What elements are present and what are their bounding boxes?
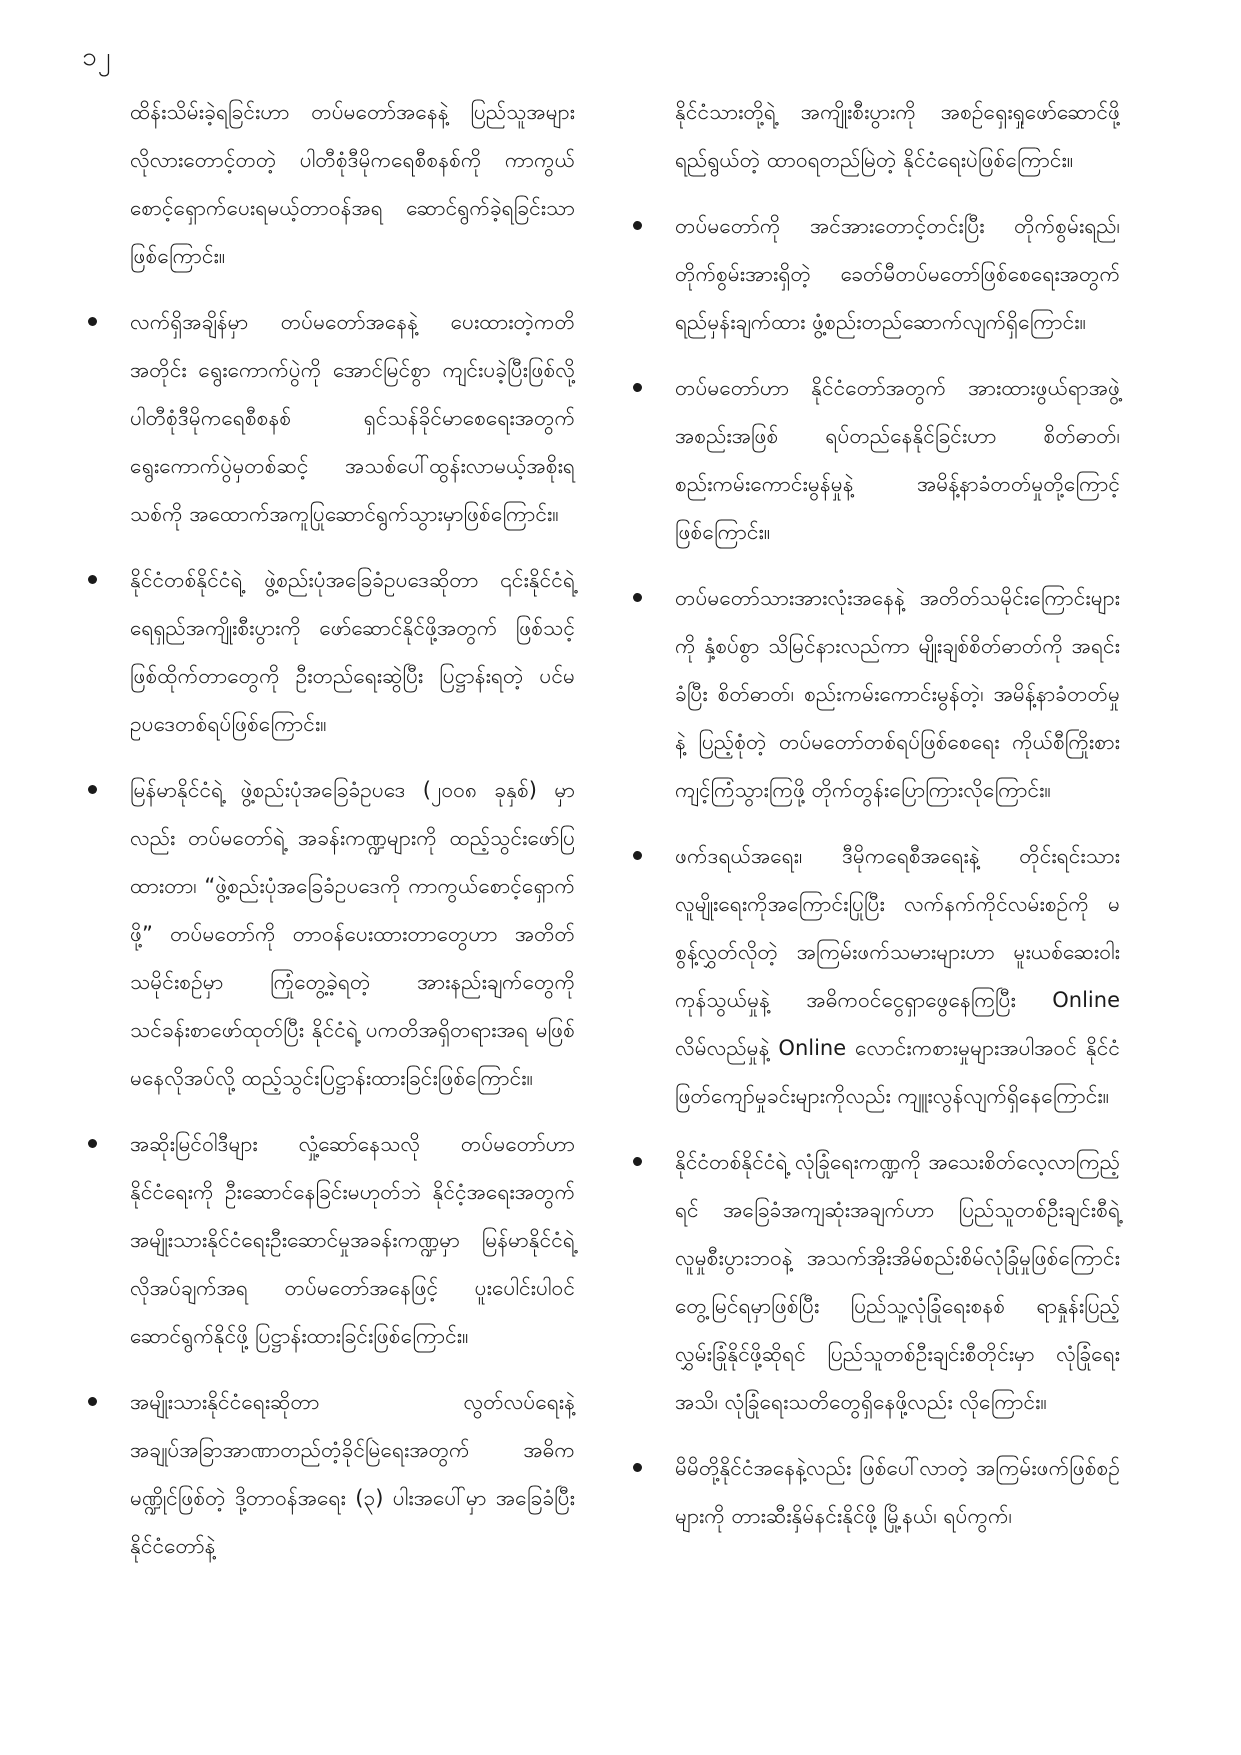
bullet-icon xyxy=(633,1463,642,1472)
bullet-icon xyxy=(88,1139,97,1148)
right-bullet-item xyxy=(640,1444,1120,1540)
right-bullet-text: တပ်မတော်ဟာ နိုင်ငံတော်အတွက် အားထားဖွယ်ရာအဖွဲ့အစည်းအဖြစ် ရပ်တည်နေနိုင်ခြင်းဟာ စိတ်ဓာတ်၊ စည်းကမ်းကောင်းမွန်မှုနဲ့ အမိန့်နာခံတတ်မှုတို့ကြောင့် ဖြစ်ကြောင်း။ xyxy=(675,376,1120,544)
left-column xyxy=(95,88,575,1588)
right-continuation-paragraph: နိုင်ငံသားတို့ရဲ့ အကျိုးစီးပွားကို အစဉ်ရှေးရှုဖော်ဆောင်ဖို့ ရည်ရွယ်တဲ့ ထာဝရတည်မြဲတဲ့ နိုင်ငံရေးပဲဖြစ်ကြောင်း။ xyxy=(675,100,1120,172)
bullet-icon xyxy=(88,1397,97,1406)
right-column xyxy=(640,88,1120,1558)
left-bullet-item xyxy=(95,1120,575,1360)
left-bullet-item xyxy=(95,766,575,1102)
right-bullet-text: တပ်မတော်ကို အင်အားတောင့်တင်းပြီး တိုက်စွမ်းရည်၊ တိုက်စွမ်းအားရှိတဲ့ ခေတ်မီတပ်မတော်ဖြစ်စေရေးအတွက် ရည်မှန်းချက်ထား ဖွံ့စည်းတည်ဆောက်လျက်ရှိကြောင်း။ xyxy=(675,214,1120,334)
bullet-icon xyxy=(88,785,97,794)
bullet-icon xyxy=(633,1157,642,1166)
left-bullet-text: နိုင်ငံတစ်နိုင်ငံရဲ့ ဖွဲ့စည်းပုံအခြေခံဥပဒေဆိုတာ ၎င်းနိုင်ငံရဲ့ ရေရှည်အကျိုးစီးပွားကို ဖော်ဆောင်နိုင်ဖို့အတွက် ဖြစ်သင့်ဖြစ်ထိုက်တာတွေကို ဦးတည်ရေးဆွဲပြီး ပြဋ္ဌာန်းရတဲ့ ပင်မဥပဒေတစ်ရပ်ဖြစ်ကြောင်း။ xyxy=(130,568,575,736)
bullet-icon xyxy=(633,593,642,602)
left-bullet-item xyxy=(95,556,575,748)
right-bullet-item xyxy=(640,832,1120,1120)
right-bullet-text: ဖက်ဒရယ်အရေး၊ ဒီမိုကရေစီအရေးနဲ့ တိုင်းရင်းသားလူမျိုးရေးကိုအကြောင်းပြုပြီး လက်နက်ကိုင်လမ်းစဉ်ကို မစွန့်လွှတ်လိုတဲ့ အကြမ်းဖက်သမားများဟာ မူးယစ်ဆေးဝါးကုန်သွယ်မှုနဲ့ အဓိကဝင်ငွေရှာဖွေနေကြပြီး Online လိမ်လည်မှုနဲ့ Online လောင်းကစားမှုများအပါအဝင် နိုင်ငံဖြတ်ကျော်မှုခင်းများကိုလည်း ကျူးလွန်လျက်ရှိနေကြောင်း။ xyxy=(675,844,1120,1108)
right-bullet-text: နိုင်ငံတစ်နိုင်ငံရဲ့ လုံခြုံရေးကဏ္ဍကို အသေးစိတ်လေ့လာကြည့်ရင် အခြေခံအကျဆုံးအချက်ဟာ ပြည်သူတစ်ဦးချင်းစီရဲ့ လူမှုစီးပွားဘဝနဲ့ အသက်အိုးအိမ်စည်းစိမ်လုံခြုံမှုဖြစ်ကြောင်း တွေ့မြင်ရမှာဖြစ်ပြီး ပြည်သူ့လုံခြုံရေးစနစ် ရာနှုန်းပြည့်လွှမ်းခြုံနိုင်ဖို့ဆိုရင် ပြည်သူတစ်ဦးချင်းစီတိုင်းမှာ လုံခြုံရေးအသိ၊ လုံခြုံရေးသတိတွေရှိနေဖို့လည်း လိုကြောင်း။ xyxy=(675,1150,1120,1414)
right-bullet-text: မိမိတို့နိုင်ငံအနေနဲ့လည်း ဖြစ်ပေါ်လာတဲ့ အကြမ်းဖက်ဖြစ်စဉ်များကို တားဆီးနှိမ်နင်းနိုင်ဖို့ မြို့နယ်၊ ရပ်ကွက်၊ xyxy=(675,1456,1120,1528)
bullet-icon xyxy=(88,575,97,584)
left-bullet-text: လက်ရှိအချိန်မှာ တပ်မတော်အနေနဲ့ ပေးထားတဲ့ကတိအတိုင်း ရွေးကောက်ပွဲကို အောင်မြင်စွာ ကျင်းပခဲ့ပြီးဖြစ်လို့ ပါတီစုံဒီမိုကရေစီစနစ် ရှင်သန်ခိုင်မာစေရေးအတွက် ရွေးကောက်ပွဲမှတစ်ဆင့် အသစ်ပေါ်ထွန်းလာမယ့်အစိုးရသစ်ကို အထောက်အကူပြုဆောင်ရွက်သွားမှာဖြစ်ကြောင်း။ xyxy=(130,310,575,526)
right-bullet-item xyxy=(640,1138,1120,1426)
page-number: ၁၂ xyxy=(82,42,112,72)
left-bullet-text: အမျိုးသားနိုင်ငံရေးဆိုတာ လွတ်လပ်ရေးနဲ့ အချုပ်အခြာအာဏာတည်တံ့ခိုင်မြဲရေးအတွက် အဓိကမဏ္ဍိုင်ဖြစ်တဲ့ ဒို့တာဝန်အရေး (၃) ပါးအပေါ်မှာ အခြေခံပြီး နိုင်ငံတော်နဲ့ xyxy=(130,1390,575,1558)
left-bullet-item xyxy=(95,1378,575,1570)
right-bullet-item xyxy=(640,202,1120,346)
left-bullet-text: မြန်မာနိုင်ငံရဲ့ ဖွဲ့စည်းပုံအခြေခံဥပဒေ (၂၀၀၈ ခုနှစ်) မှာလည်း တပ်မတော်ရဲ့ အခန်းကဏ္ဍများကို ထည့်သွင်းဖော်ပြထားတာ၊ “ဖွဲ့စည်းပုံအခြေခံဥပဒေကို ကာကွယ်စောင့်ရှောက်ဖို့” တပ်မတော်ကို တာဝန်ပေးထားတာတွေဟာ အတိတ်သမိုင်းစဉ်မှာ ကြုံတွေ့ခဲ့ရတဲ့ အားနည်းချက်တွေကို သင်ခန်းစာဖော်ထုတ်ပြီး နိုင်ငံရဲ့ ပကတိအရှိတရားအရ မဖြစ်မနေလိုအပ်လို့ ထည့်သွင်းပြဋ္ဌာန်းထားခြင်းဖြစ်ကြောင်း။ xyxy=(130,778,575,1090)
left-bullet-text: အဆိုးမြင်ဝါဒီများ လှုံ့ဆော်နေသလို တပ်မတော်ဟာ နိုင်ငံရေးကို ဦးဆောင်နေခြင်းမဟုတ်ဘဲ နိုင်ငံ့အရေးအတွက် အမျိုးသားနိုင်ငံရေးဦးဆောင်မှုအခန်းကဏ္ဍမှာ မြန်မာနိုင်ငံရဲ့လိုအပ်ချက်အရ တပ်မတော်အနေဖြင့် ပူးပေါင်းပါဝင်ဆောင်ရွက်နိုင်ဖို့ ပြဋ္ဌာန်းထားခြင်းဖြစ်ကြောင်း။ xyxy=(130,1132,575,1348)
left-bullet-item xyxy=(95,298,575,538)
right-bullet-item xyxy=(640,364,1120,556)
bullet-icon xyxy=(88,317,97,326)
right-bullet-text: တပ်မတော်သားအားလုံးအနေနဲ့ အတိတ်သမိုင်းကြောင်းများကို နှံ့စပ်စွာ သိမြင်နားလည်ကာ မျိုးချစ်စိတ်ဓာတ်ကို အရင်းခံပြီး စိတ်ဓာတ်၊ စည်းကမ်းကောင်းမွန်တဲ့၊ အမိန့်နာခံတတ်မှုနဲ့ ပြည့်စုံတဲ့ တပ်မတော်တစ်ရပ်ဖြစ်စေရေး ကိုယ်စီကြိုးစားကျင့်ကြံသွားကြဖို့ တိုက်တွန်းပြောကြားလိုကြောင်း။ xyxy=(675,586,1120,802)
bullet-icon xyxy=(633,851,642,860)
right-bullet-item xyxy=(640,574,1120,814)
bullet-icon xyxy=(633,221,642,230)
bullet-icon xyxy=(633,383,642,392)
left-continuation-paragraph: ထိန်းသိမ်းခဲ့ရခြင်းဟာ တပ်မတော်အနေနဲ့ ပြည်သူအများ လိုလားတောင့်တတဲ့ ပါတီစုံဒီမိုကရေစီစနစ်ကို ကာကွယ်စောင့်ရှောက်ပေးရမယ့်တာဝန်အရ ဆောင်ရွက်ခဲ့ရခြင်းသာဖြစ်ကြောင်း။ xyxy=(130,100,575,268)
